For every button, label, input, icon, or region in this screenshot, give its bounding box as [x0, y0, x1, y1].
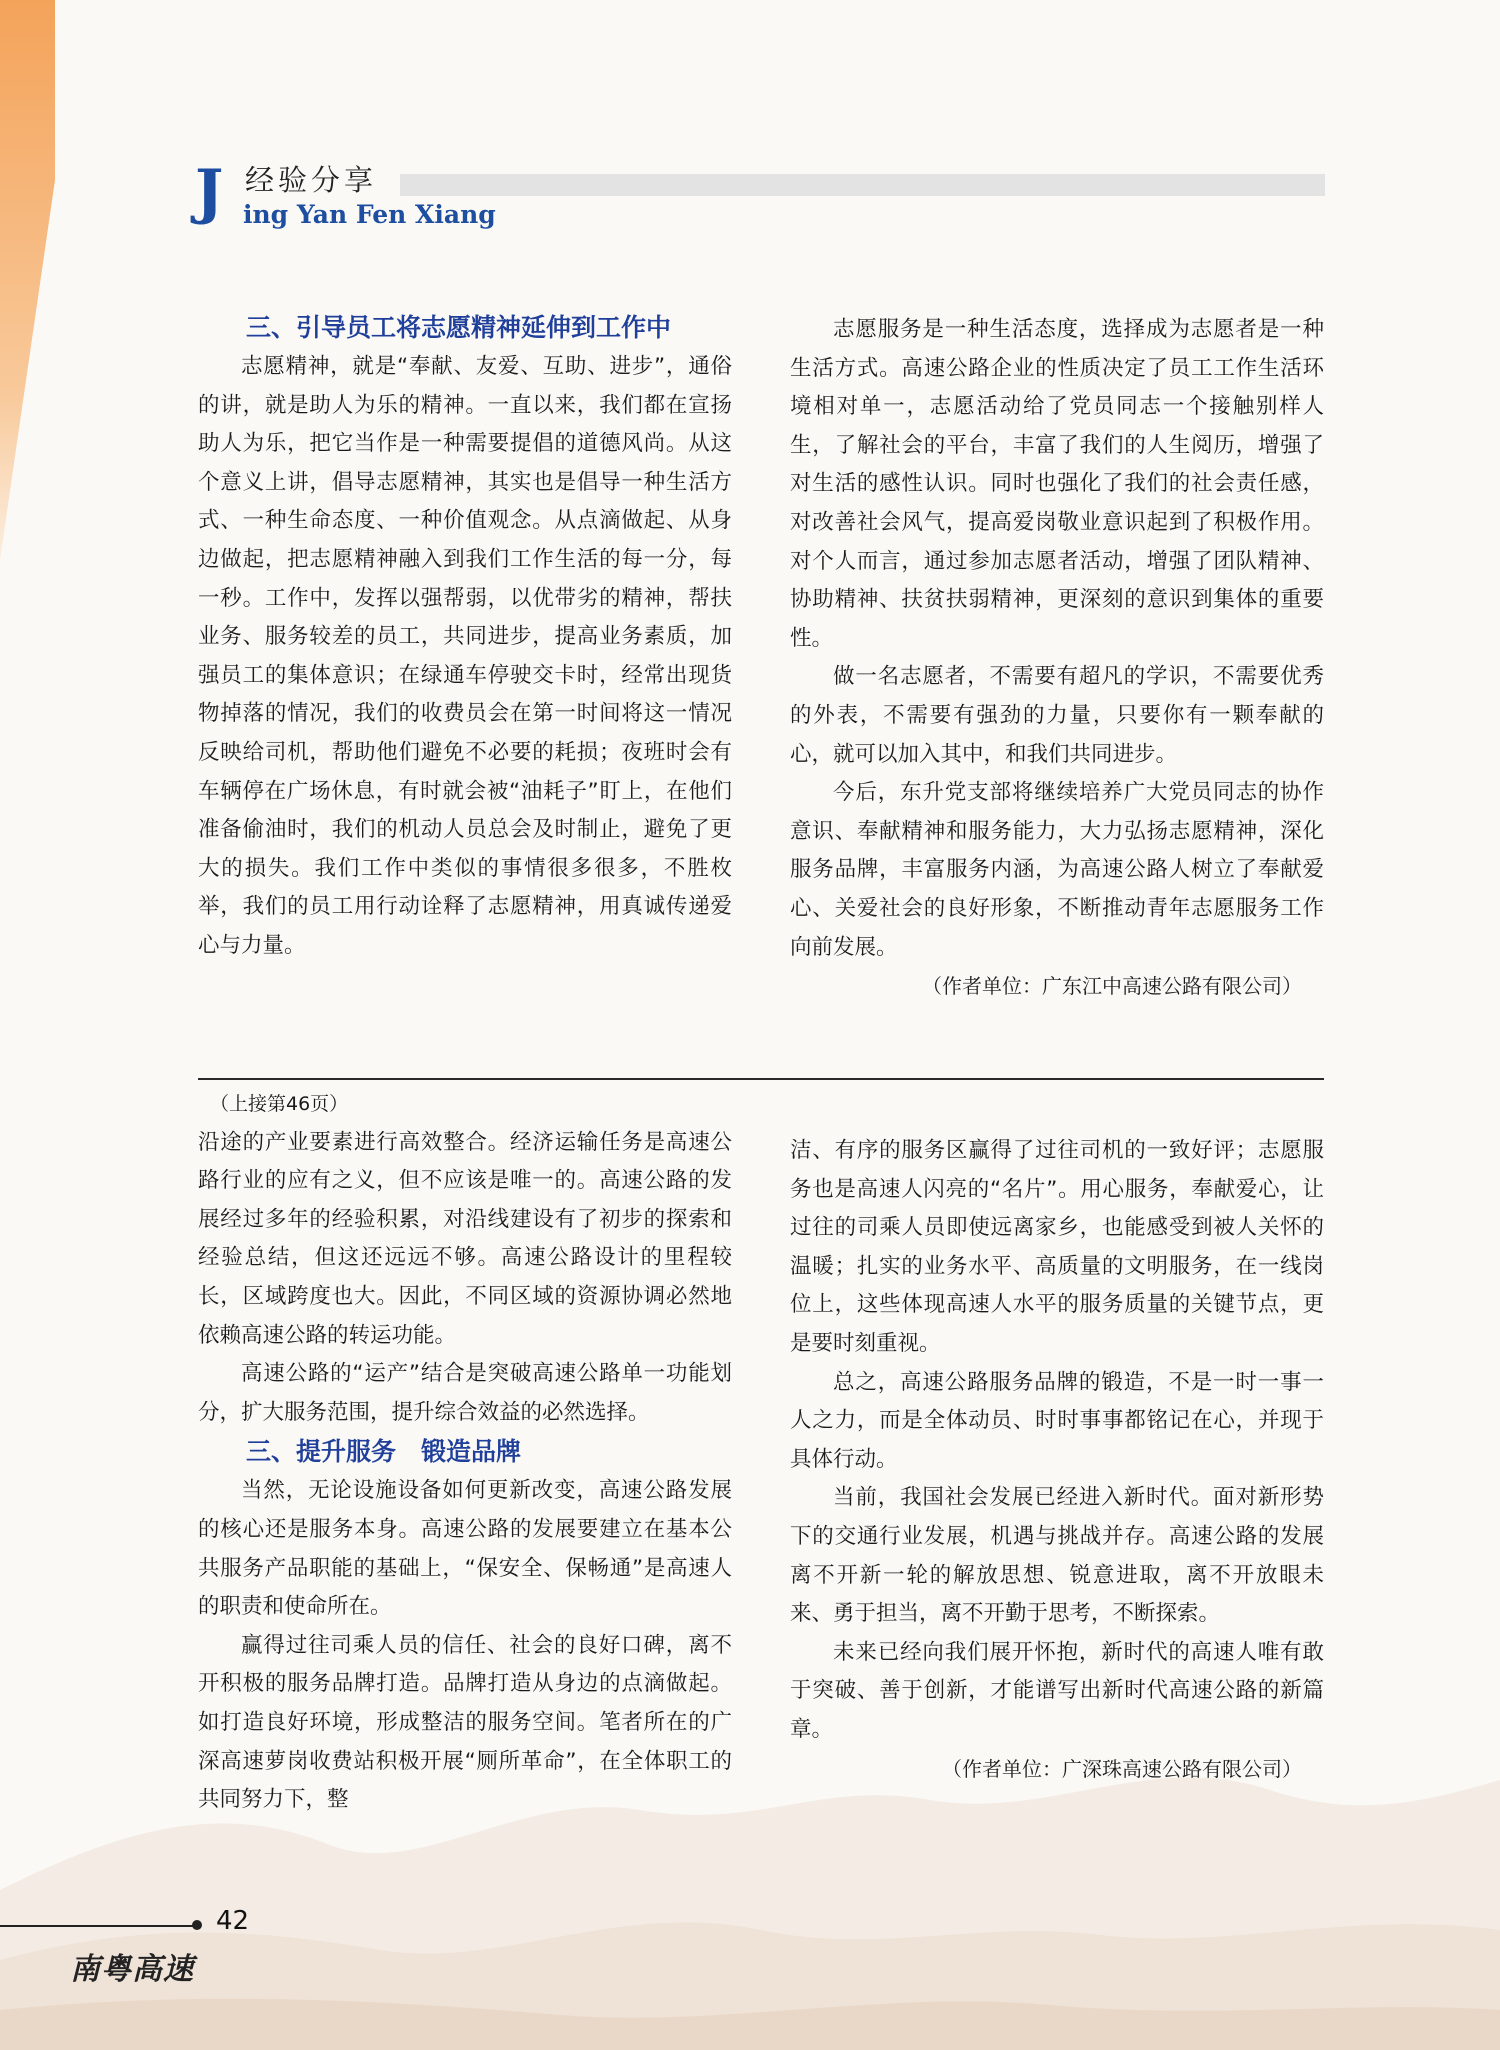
section-header — [195, 157, 1325, 242]
footer-dot — [192, 1920, 202, 1930]
paragraph: 沿途的产业要素进行高效整合。经济运输任务是高速公路行业的应有之义，但不应该是唯一的。高速公路的发展经过多年的经验积累，对沿线建设有了初步的探索和经验总结，但这还远远不够。高速公路设计的里程较长，区域跨度也大。因此，不同区域的资源协调必然地依赖高速公路的转运功能。 — [198, 1129, 732, 1348]
continued-from-note: （上接第46页） — [210, 1093, 349, 1115]
article-top-right-column — [790, 311, 1324, 1006]
paragraph: 当然，无论设施设备如何更新改变，高速公路发展的核心还是服务本身。高速公路的发展要建立在基本公共服务产品职能的基础上，“保安全、保畅通”是高速人的职责和使命所在。 — [198, 1478, 732, 1620]
author-affiliation: （作者单位：广东江中高速公路有限公司） — [922, 974, 1302, 999]
footer-rule — [0, 1925, 194, 1927]
section-heading: 三、引导员工将志愿精神延伸到工作中 — [246, 313, 672, 342]
section-divider — [198, 1078, 1324, 1080]
orange-corner-decoration — [0, 0, 60, 600]
paragraph: 做一名志愿者，不需要有超凡的学识，不需要优秀的外表，不需要有强劲的力量，只要你有一颗奉献的心，就可以加入其中，和我们共同进步。 — [790, 664, 1324, 767]
header-title-chinese: 经验分享 — [245, 163, 378, 197]
section-heading: 三、提升服务 锻造品牌 — [246, 1437, 522, 1467]
paragraph: 未来已经向我们展开怀抱，新时代的高速人唯有敢于突破、善于创新，才能谱写出新时代高速公路的新篇章。 — [790, 1639, 1324, 1742]
paragraph: 赢得过往司乘人员的信任、社会的良好口碑，离不开积极的服务品牌打造。品牌打造从身边的点滴做起。如打造良好环境，形成整洁的服务空间。笔者所在的广深高速萝岗收费站积极开展“厕所革命”，在全体职工的共同努力下，整 — [198, 1632, 732, 1813]
author-affiliation: （作者单位：广深珠高速公路有限公司） — [942, 1756, 1302, 1781]
article-top-left-column — [198, 308, 732, 966]
paragraph: 当前，我国社会发展已经进入新时代。面对新形势下的交通行业发展，机遇与挑战并存。高速公路的发展离不开新一轮的解放思想、锐意进取，离不开放眼未来、勇于担当，离不开勤于思考，不断探索。 — [790, 1485, 1324, 1627]
magazine-logo: 南粤高速 — [70, 1952, 194, 1987]
page-number: 42 — [216, 1906, 250, 1936]
header-initial-letter: J — [195, 157, 224, 227]
article-bottom-right-column — [790, 1132, 1324, 1788]
paragraph: 今后，东升党支部将继续培养广大党员同志的协作意识、奉献精神和服务能力，大力弘扬志愿精神，深化服务品牌，丰富服务内涵，为高速公路人树立了奉献爱心、关爱社会的良好形象，不断推动青年志愿服务工作向前发展。 — [790, 780, 1324, 960]
paragraph: 志愿精神，就是“奉献、友爱、互助、进步”，通俗的讲，就是助人为乐的精神。一直以来，我们都在宣扬助人为乐，把它当作是一种需要提倡的道德风尚。从这个意义上讲，倡导志愿精神，其实也是倡导一种生活方式、一种生命态度、一种价值观念。从点滴做起、从身边做起，把志愿精神融入到我们工作生活的每一分，每一秒。工作中，发挥以强帮弱，以优带劣的精神，帮扶业务、服务较差的员工，共同进步，提高业务素质，加强员工的集体意识；在绿通车停驶交卡时，经常出现货物掉落的情况，我们的收费员会在第一时间将这一情况反映给司机，帮助他们避免不必要的耗损；夜班时会有车辆停在广场休息，有时就会被“油耗子”盯上，在他们准备偷油时，我们的机动人员总会及时制止，避免了更大的损失。我们工作中类似的事情很多很多，不胜枚举，我们的员工用行动诠释了志愿精神，用真诚传递爱心与力量。 — [198, 354, 732, 958]
paragraph: 志愿服务是一种生活态度，选择成为志愿者是一种生活方式。高速公路企业的性质决定了员工工作生活环境相对单一，志愿活动给了党员同志一个接触别样人生，了解社会的平台，丰富了我们的人生阅历，增强了对生活的感性认识。同时也强化了我们的社会责任感，对改善社会风气，提高爱岗敬业意识起到了积极作用。对个人而言，通过参加志愿者活动，增强了团队精神、协助精神、扶贫扶弱精神，更深刻的意识到集体的重要性。 — [790, 317, 1324, 651]
header-gray-bar — [400, 174, 1325, 196]
paragraph: 高速公路的“运产”结合是突破高速公路单一功能划分，扩大服务范围，提升综合效益的必然选择。 — [198, 1361, 732, 1425]
paragraph: 洁、有序的服务区赢得了过往司机的一致好评；志愿服务也是高速人闪亮的“名片”。用心服务，奉献爱心，让过往的司乘人员即使远离家乡，也能感受到被人关怀的温暖；扎实的业务水平、高质量的文明服务，在一线岗位上，这些体现高速人水平的服务质量的关键节点，更是要时刻重视。 — [790, 1138, 1324, 1356]
article-bottom-left-column — [198, 1085, 732, 1820]
paragraph: 总之，高速公路服务品牌的锻造，不是一时一事一人之力，而是全体动员、时时事事都铭记在心，并现于具体行动。 — [790, 1369, 1324, 1472]
header-title-pinyin: ing Yan Fen Xiang — [243, 200, 496, 229]
